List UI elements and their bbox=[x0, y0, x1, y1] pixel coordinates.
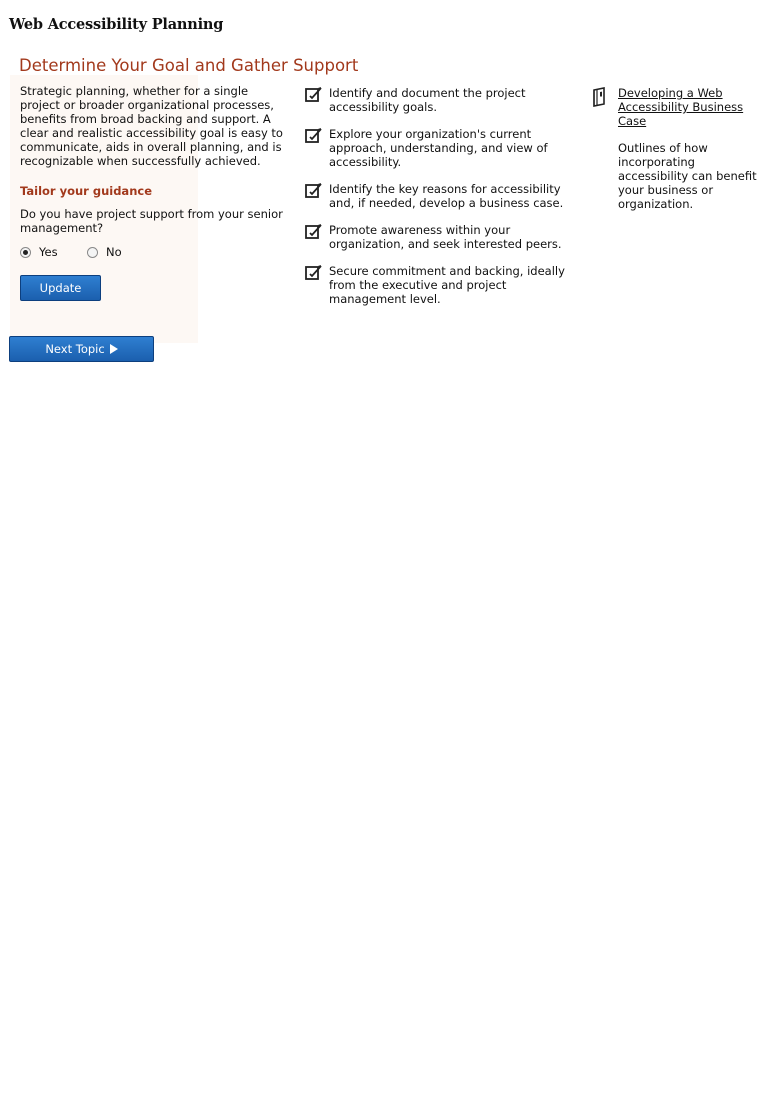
edit-checklist-icon bbox=[305, 182, 323, 198]
task-item bbox=[305, 264, 580, 306]
business-case-link-text: Developing a Web Accessibility Business Case bbox=[618, 86, 744, 128]
task-text: Identify the key reasons for accessibility and, if needed, develop a business case. bbox=[329, 182, 564, 210]
task-item bbox=[305, 223, 580, 251]
resource-description: Outlines of how incorporating accessibility can benefit your business or organization. bbox=[618, 141, 757, 211]
next-topic-button[interactable] bbox=[9, 336, 154, 362]
update-button[interactable]: Update bbox=[20, 275, 101, 301]
support-question: Do you have project support from your senior management? bbox=[20, 207, 283, 235]
task-text: Identify and document the project accessibility goals. bbox=[329, 86, 526, 114]
edit-checklist-icon bbox=[305, 223, 323, 239]
support-radio-group bbox=[20, 244, 288, 260]
task-text: Explore your organization's current approach, understanding, and view of accessibility. bbox=[329, 127, 548, 169]
section-heading: Determine Your Goal and Gather Support bbox=[19, 56, 359, 75]
task-item bbox=[305, 86, 580, 114]
task-text: Secure commitment and backing, ideally from the executive and project management level. bbox=[329, 264, 565, 306]
business-case-link[interactable] bbox=[618, 86, 768, 128]
resource-head bbox=[591, 86, 776, 128]
intro-text: Strategic planning, whether for a single project or broader organizational processes, benefits from broad backing and support. A clear and realistic accessibility goal is easy to communicate, aids in overall planning, and is recognizable when successfully achieved. bbox=[20, 84, 283, 168]
radio-no-label: No bbox=[106, 245, 122, 259]
radio-no-circle[interactable] bbox=[87, 247, 98, 258]
next-topic-label: Next Topic bbox=[45, 342, 105, 356]
app-title: Web Accessibility Planning bbox=[9, 16, 224, 33]
task-text: Promote awareness within your organization, and seek interested peers. bbox=[329, 223, 562, 251]
edit-checklist-icon bbox=[305, 127, 323, 143]
task-item bbox=[305, 182, 580, 210]
play-arrow-icon bbox=[110, 344, 118, 354]
resource-panel bbox=[591, 86, 776, 211]
book-icon bbox=[591, 86, 609, 108]
task-item bbox=[305, 127, 580, 169]
tailor-heading: Tailor your guidance bbox=[20, 184, 152, 198]
radio-yes[interactable] bbox=[20, 245, 87, 259]
edit-checklist-icon bbox=[305, 264, 323, 280]
radio-yes-label: Yes bbox=[39, 245, 58, 259]
radio-no[interactable] bbox=[87, 245, 122, 259]
task-list bbox=[305, 86, 580, 319]
edit-checklist-icon bbox=[305, 86, 323, 102]
intro-column bbox=[20, 84, 288, 260]
radio-yes-circle[interactable] bbox=[20, 247, 31, 258]
